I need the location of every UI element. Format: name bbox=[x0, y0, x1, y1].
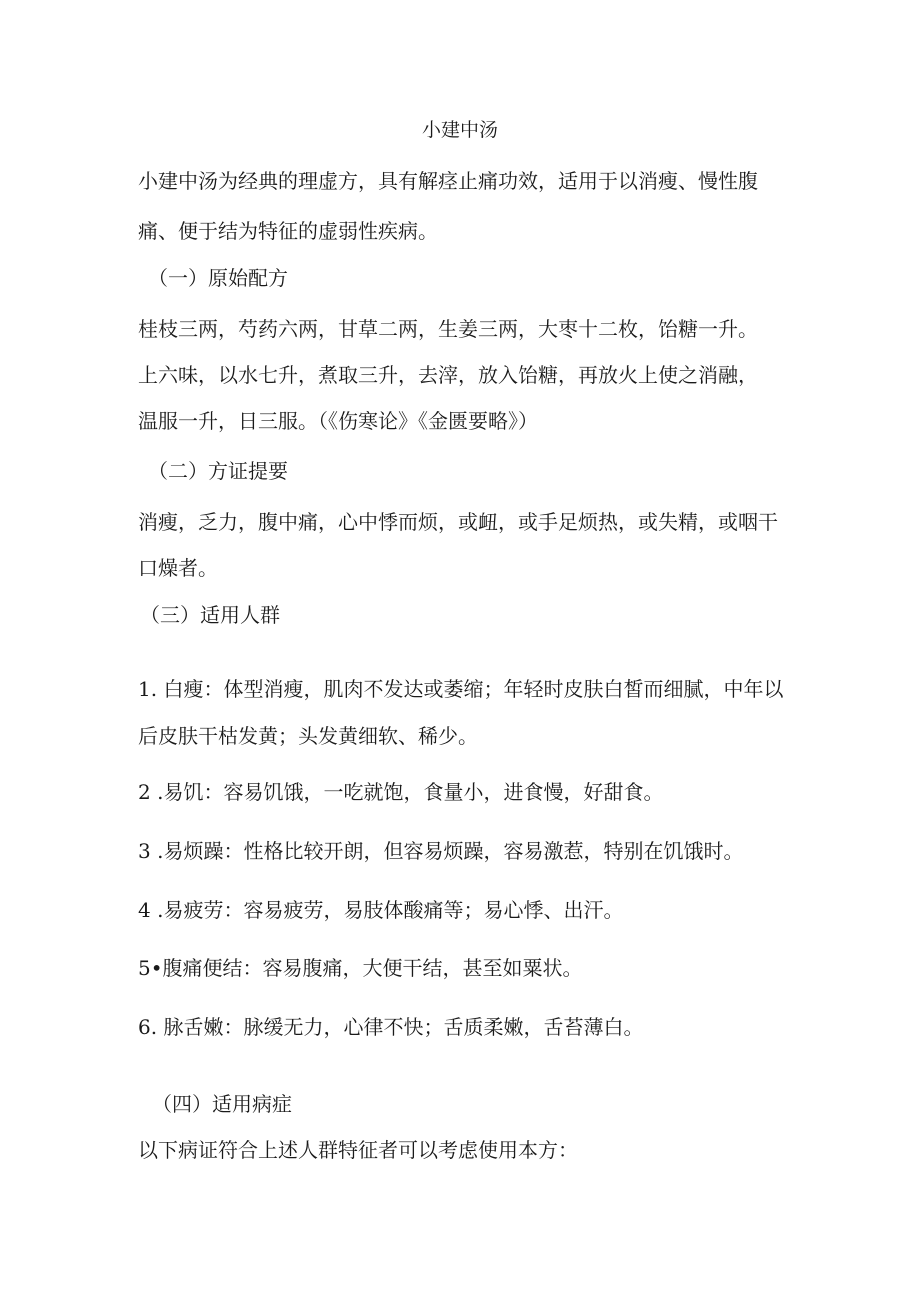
formula-line-2: 上六味，以水七升，煮取三升，去滓，放入饴糖，再放火上使之消融， bbox=[138, 363, 758, 387]
population-item-5: 5•腹痛便结：容易腹痛，大便干结，甚至如粟状。 bbox=[138, 956, 583, 980]
section-heading-population: （三）适用人群 bbox=[140, 603, 280, 627]
section-heading-indications: （四）适用病症 bbox=[152, 1092, 292, 1116]
summary-line-1: 消瘦，乏力，腹中痛，心中悸而烦，或衄，或手足烦热，或失精，或咽干 bbox=[138, 510, 778, 534]
formula-line-3: 温服一升，日三服。（《伤寒论》《金匮要略》） bbox=[138, 409, 538, 433]
population-item-1: 1. 白瘦：体型消瘦，肌肉不发达或萎缩；年轻时皮肤白皙而细腻，中年以 bbox=[138, 677, 784, 701]
population-item-3: 3 .易烦躁：性格比较开朗，但容易烦躁，容易激惹，特别在饥饿时。 bbox=[138, 839, 744, 863]
summary-line-2: 口燥者。 bbox=[138, 556, 218, 580]
document-title: 小建中汤 bbox=[421, 119, 498, 141]
population-item-4: 4 .易疲劳：容易疲劳，易肢体酸痛等；易心悸、出汗。 bbox=[138, 898, 624, 922]
population-item-1-cont: 后皮肤干枯发黄；头发黄细软、稀少。 bbox=[138, 724, 478, 748]
section-heading-summary: （二）方证提要 bbox=[148, 459, 288, 483]
population-item-6: 6. 脉舌嫩：脉缓无力，心律不快；舌质柔嫩，舌苔薄白。 bbox=[138, 1015, 644, 1039]
section-heading-formula: （一）原始配方 bbox=[148, 266, 288, 290]
formula-line-1: 桂枝三两，芍药六两，甘草二两，生姜三两，大枣十二枚，饴糖一升。 bbox=[138, 317, 758, 341]
population-item-2: 2 .易饥：容易饥饿，一吃就饱，食量小，进食慢，好甜食。 bbox=[138, 780, 664, 804]
indications-line-1: 以下病证符合上述人群特征者可以考虑使用本方： bbox=[138, 1138, 578, 1162]
intro-line-2: 痛、便于结为特征的虚弱性疾病。 bbox=[138, 219, 438, 243]
intro-line-1: 小建中汤为经典的理虚方，具有解痉止痛功效，适用于以消瘦、慢性腹 bbox=[138, 169, 758, 193]
